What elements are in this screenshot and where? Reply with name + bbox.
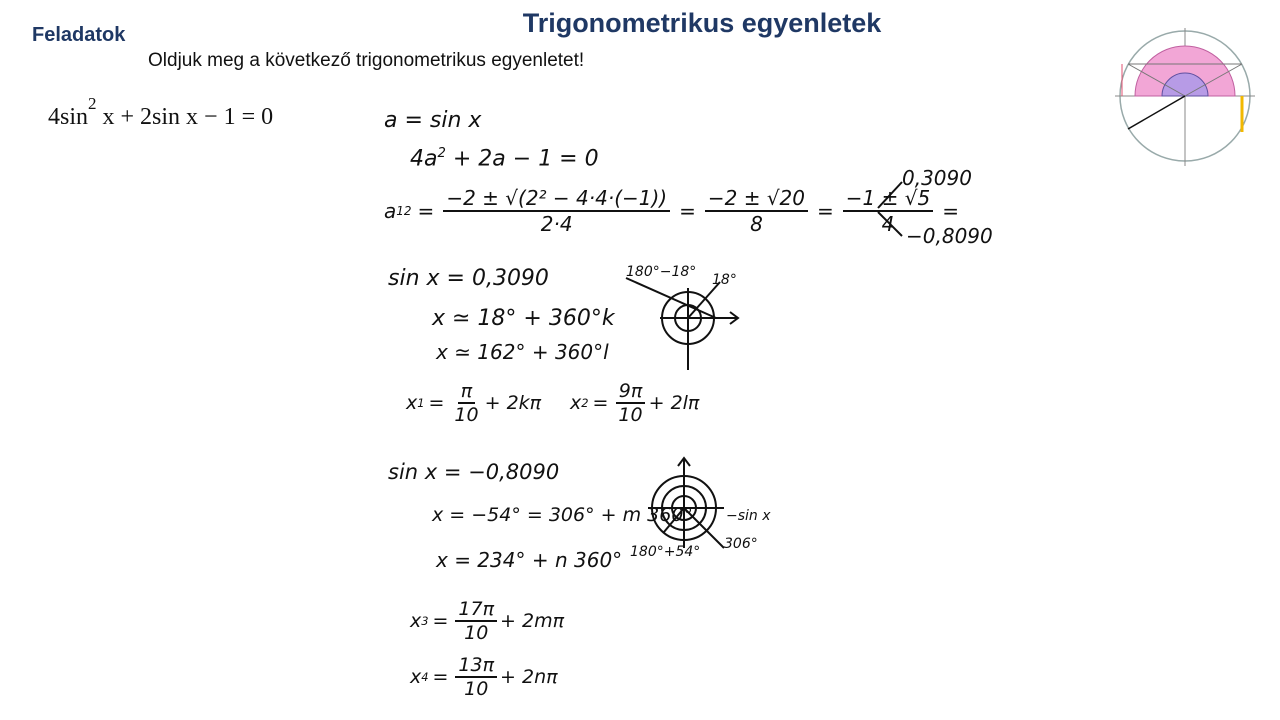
case-1-line-1: x ≃ 18° + 360°k [432, 306, 615, 331]
sketch-2-label-right: −sin x [726, 508, 771, 524]
case-2-condition: sin x = −0,8090 [388, 460, 560, 484]
sketch-2-label-angle: 306° [724, 536, 758, 552]
solution-lhs: a [384, 199, 397, 223]
solution-equals-3: = [817, 199, 834, 223]
x3-denominator: 10 [464, 622, 489, 644]
x2-sub: 2 [581, 396, 589, 410]
fraction-2 [705, 186, 808, 236]
fraction-2-denominator: 8 [750, 212, 763, 236]
x4-sub: 4 [421, 670, 429, 684]
x1-numerator: π [458, 380, 475, 404]
x1-symbol: x [406, 392, 418, 414]
case-1-condition: sin x = 0,3090 [388, 266, 549, 291]
fraction-1-denominator: 2·4 [540, 212, 573, 236]
quadratic-part-c: + 2a − 1 = 0 [445, 146, 599, 172]
x1-fraction [451, 380, 481, 426]
x3-equals: = [432, 610, 449, 632]
case-1-line-2: x ≃ 162° + 360°l [436, 340, 609, 364]
x3-numerator: 17π [455, 598, 497, 622]
substitution-line: a = sin x [384, 108, 482, 133]
equation-part-c: x + 2sin x − 1 = 0 [96, 104, 274, 130]
x4-denominator: 10 [464, 678, 489, 700]
x2-numerator: 9π [616, 380, 646, 404]
sketch-2-ray-right [684, 508, 724, 548]
sketch-1-line-left [626, 278, 716, 318]
fraction-1 [443, 186, 670, 236]
section-label: Feladatok [32, 24, 126, 46]
fraction-2-numerator: −2 ± √20 [705, 186, 808, 212]
unit-circle-figure [1110, 24, 1260, 174]
equation-part-a: 4sin [48, 104, 89, 130]
fraction-3-numerator: −1 ± √5 [843, 186, 933, 212]
case-2-x4 [410, 654, 558, 700]
slide-title: Trigonometrikus egyenletek [522, 8, 882, 38]
equation-exponent: 2 [88, 94, 97, 113]
solution-equals: = [417, 199, 435, 223]
x1-sub: 1 [417, 396, 425, 410]
quadratic-exponent: 2 [437, 146, 446, 161]
case-1-x1 [406, 380, 541, 426]
root-split-upper [878, 182, 902, 208]
task-equation [48, 94, 274, 131]
x3-fraction [455, 598, 497, 644]
task-instruction: Oldjuk meg a következő trigonometrikus egyenletet! [148, 50, 585, 71]
x2-symbol: x [570, 392, 582, 414]
x1-equals: = [428, 392, 445, 414]
solution-equals-2: = [679, 199, 696, 223]
root-split-lower [878, 212, 902, 236]
solution-equals-4: = [942, 199, 959, 223]
x3-sub: 3 [421, 614, 429, 628]
case-2-line-1: x = −54° = 306° + m 360° [432, 504, 693, 526]
x2-rest: + 2lπ [648, 392, 700, 414]
x4-rest: + 2nπ [500, 666, 558, 688]
x2-fraction [615, 380, 645, 426]
x2-denominator: 10 [618, 404, 643, 426]
x4-symbol: x [410, 666, 422, 688]
solution-lhs-sub: 12 [396, 204, 412, 218]
x4-equals: = [432, 666, 449, 688]
sketch-2-label-bottom: 180°+54° [630, 544, 701, 560]
case-2-x3 [410, 598, 564, 644]
x3-symbol: x [410, 610, 422, 632]
x4-numerator: 13π [455, 654, 497, 678]
case-2-line-2: x = 234° + n 360° [436, 548, 623, 572]
sketch-1-label-left: 180°−18° [626, 264, 697, 280]
x3-rest: + 2mπ [500, 610, 565, 632]
case-1-circle-sketch [620, 262, 750, 374]
root-2: −0,8090 [906, 224, 993, 248]
fraction-1-numerator: −2 ± √(2² − 4·4·(−1)) [443, 186, 670, 212]
sketch-1-label-right: 18° [712, 272, 737, 288]
quadratic-part-a: 4a [410, 146, 438, 172]
x1-rest: + 2kπ [484, 392, 542, 414]
case-2-circle-sketch [620, 452, 780, 572]
x2-equals: = [592, 392, 609, 414]
root-1: 0,3090 [902, 166, 972, 190]
x4-fraction [455, 654, 497, 700]
case-1-x2 [570, 380, 699, 426]
x1-denominator: 10 [454, 404, 479, 426]
quadratic-equation [410, 146, 599, 171]
fraction-3-denominator: 4 [881, 212, 895, 236]
